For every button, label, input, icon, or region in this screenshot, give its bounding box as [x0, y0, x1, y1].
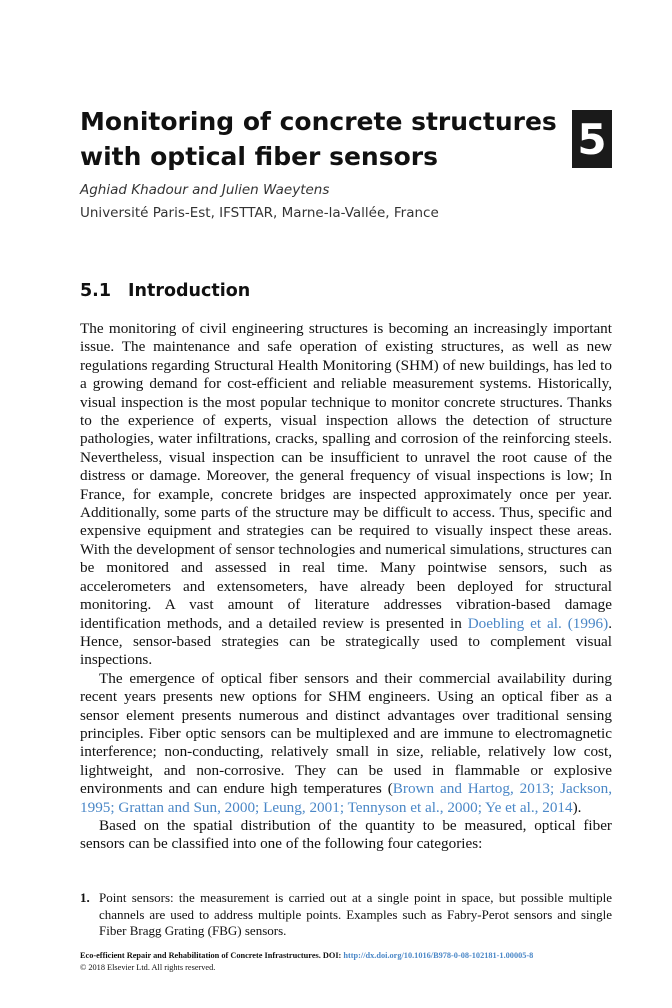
section-number: 5.1: [80, 281, 112, 301]
paragraph-1-text-b: . Hence, sensor-based strategies can be strategically used to complement visual inspections.: [80, 614, 612, 669]
list-item-number: 1.: [80, 890, 90, 905]
paragraph-2: [80, 670, 612, 817]
chapter-title-line-1: Monitoring of concrete structures: [80, 107, 557, 136]
chapter-title-line-2: with optical fiber sensors: [80, 142, 438, 171]
author-affiliation: Université Paris-Est, IFSTTAR, Marne-la-Vallée, France: [80, 205, 439, 221]
chapter-title: [80, 104, 560, 174]
citation-link-doebling[interactable]: Doebling et al. (1996): [467, 614, 609, 632]
paragraph-1-text-a: The monitoring of civil engineering structures is becoming an increasingly important issue. The maintenance and safe operation of existing structures, as well as new regulations regarding Structural Health Monitoring (SHM) of new buildings, has led to a growing demand for cost-efficient and reliable measurement systems. Historically, visual inspection is the most popular technique to monitor concrete structures. Thanks to the experience of experts, visual inspection allows the detection of structure pathologies, water infiltrations, cracks, spalling and corrosion of the reinforcing steels. Nevertheless, visual inspection can be insufficient to unravel the root cause of the distress or damage. Moreover, the general frequency of visual inspections is low; In France, for example, concrete bridges are inspected approximately once per year. Additionally, some parts of the structure may be difficult to access. Thus, specific and expensive equipment and strategies can be required to visually inspect these areas. With the development of sensor technologies and numerical simulations, structures can be monitored and assessed in real time. Many pointwise sensors, such as accelerometers and extensometers, have already been deployed for structural monitoring. A vast amount of literature addresses vibration-based damage identification methods, and a detailed review is presented in: [80, 320, 612, 632]
paragraph-2-text-a: The emergence of optical fiber sensors and their commercial availability during recent years presents new options for SHM engineers. Using an optical fiber as a sensor element presents numerous and distinct advantages over traditional sensing principles. Fiber optic sensors can be multiplexed and are immune to electromagnetic interference; non-conducting, relatively small in size, reliable, relatively low cost, lightweight, and non-corrosive. They can be used in flammable or explosive environments and can endure high temperatures (: [80, 669, 612, 798]
footer-copyright: © 2018 Elsevier Ltd. All rights reserved.: [80, 963, 216, 972]
paragraph-2-text-b: ).: [572, 798, 582, 816]
list-item-text: Point sensors: the measurement is carried out at a single point in space, but possible multiple channels are used to address multiple points. Examples such as Fabry-Perot sensors and single Fiber Bragg Grating (FBG) sensors.: [99, 890, 612, 939]
chapter-number-box: [572, 110, 612, 168]
paragraph-3: Based on the spatial distribution of the quantity to be measured, optical fiber sensors can be classified into one of the following four categories:: [80, 816, 612, 853]
sensor-category-list: [80, 890, 612, 940]
page-footer: [80, 950, 620, 974]
chapter-number: 5: [577, 114, 607, 164]
list-item: [80, 890, 612, 940]
footer-book-title: Eco-efficient Repair and Rehabilitation of Concrete Infrastructures. DOI:: [80, 951, 344, 960]
paragraph-1: [80, 320, 612, 670]
chapter-authors: Aghiad Khadour and Julien Waeytens: [80, 182, 330, 198]
section-body: [80, 320, 612, 854]
footer-doi-link[interactable]: http://dx.doi.org/10.1016/B978-0-08-102181-1.00005-8: [343, 951, 534, 960]
section-heading: [80, 281, 250, 301]
section-title: Introduction: [128, 281, 251, 301]
citation-link-group[interactable]: Brown and Hartog, 2013; Jackson, 1995; Grattan and Sun, 2000; Leung, 2001; Tennyson et al., 2000; Ye et al., 2014: [80, 780, 613, 816]
footer-book-line: [80, 950, 620, 962]
